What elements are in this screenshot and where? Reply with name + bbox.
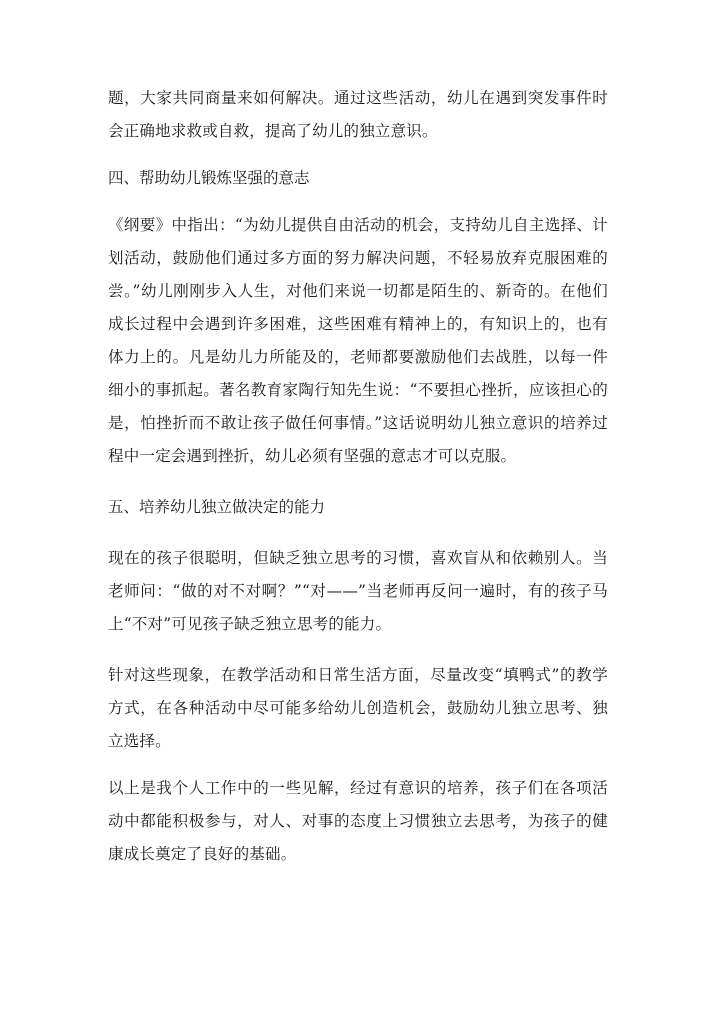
document-page [108,82,608,871]
paragraph-teaching-methods: 针对这些现象，在教学活动和日常生活方面，尽量改变“填鸭式”的教学方式，在各种活动中尽可能多给幼儿创造机会，鼓励幼儿独立思考、独立选择。 [108,666,608,750]
paragraph-independent-thinking: 现在的孩子很聪明，但缺乏独立思考的习惯，喜欢盲从和依赖别人。当老师问：“做的对不对啊？”“对——”当老师再反问一遍时，有的孩子马上“不对”可见孩子缺乏独立思考的能力。 [108,549,608,633]
paragraph-willpower: 《纲要》中指出：“为幼儿提供自由活动的机会，支持幼儿自主选择、计划活动，鼓励他们通过多方面的努力解决问题，不轻易放弃克服困难的尝。”幼儿刚刚步入人生，对他们来说一切都是陌生的、新奇的。在他们成长过程中会遇到许多困难，这些困难有精神上的，有知识上的，也有体力上的。凡是幼儿力所能及的，老师都要激励他们去战胜，以每一件细小的事抓起。著名教育家陶行知先生说：“不要担心挫折，应该担心的是，怕挫折而不敢让孩子做任何事情。”这话说明幼儿独立意识的培养过程中一定会遇到挫折，幼儿必须有坚强的意志才可以克服。 [108,216,608,465]
section-heading-5: 五、培养幼儿独立做决定的能力 [108,498,326,516]
paragraph-continued: 题，大家共同商量来如何解决。通过这些活动，幼儿在遇到突发事件时会正确地求救或自救，提高了幼儿的独立意识。 [108,89,608,140]
paragraph-conclusion: 以上是我个人工作中的一些见解，经过有意识的培养，孩子们在各项活动中都能积极参与，对人、对事的态度上习惯独立去思考，为孩子的健康成长奠定了良好的基础。 [108,779,608,863]
section-heading-4: 四、帮助幼儿锻炼坚强的意志 [108,169,310,187]
